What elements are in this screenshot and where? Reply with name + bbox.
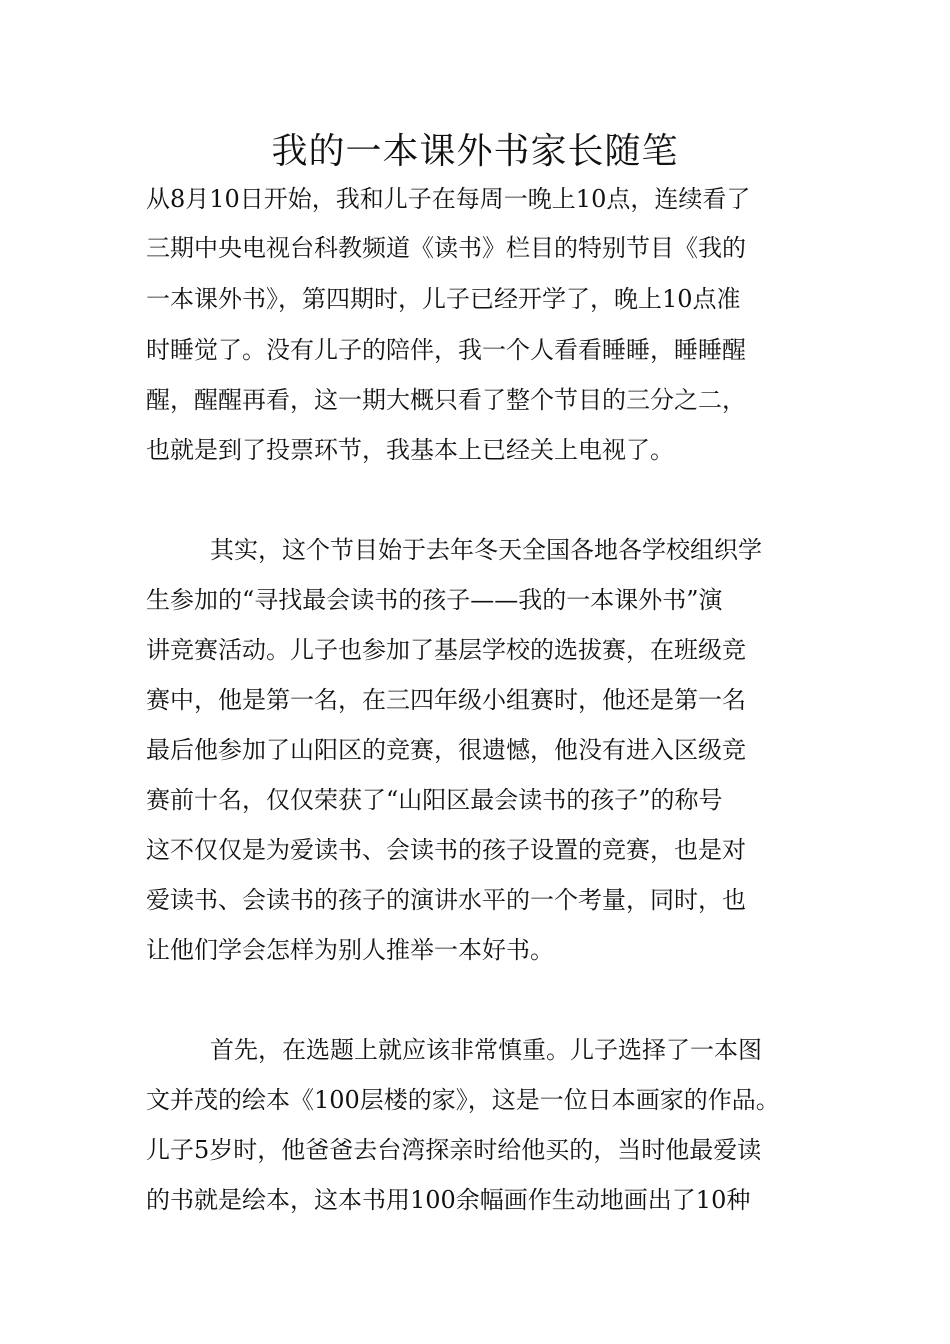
text-line: 首先，在选题上就应该非常慎重。儿子选择了一本图 bbox=[210, 1036, 762, 1064]
text-line: 最后他参加了山阳区的竞赛，很遗憾，他没有进入区级竞 bbox=[146, 736, 746, 764]
text-line: 生参加的“寻找最会读书的孩子——我的一本课外书”演 bbox=[146, 586, 723, 614]
text-line: 爱读书、会读书的孩子的演讲水平的一个考量，同时，也 bbox=[146, 886, 746, 914]
text-line: 三期中央电视台科教频道《读书》栏目的特别节目《我的 bbox=[146, 234, 746, 262]
text-line: 儿子5岁时，他爸爸去台湾探亲时给他买的，当时他最爱读 bbox=[146, 1136, 762, 1164]
text-line: 让他们学会怎样为别人推举一本好书。 bbox=[146, 936, 554, 964]
document-title: 我的一本课外书家长随笔 bbox=[271, 131, 679, 172]
text-line: 赛中，他是第一名，在三四年级小组赛时，他还是第一名 bbox=[146, 686, 746, 714]
text-line: 的书就是绘本，这本书用100余幅画作生动地画出了10种 bbox=[146, 1186, 751, 1214]
text-line: 也就是到了投票环节，我基本上已经关上电视了。 bbox=[146, 436, 674, 464]
text-line: 从8月10日开始，我和儿子在每周一晚上10点，连续看了 bbox=[146, 185, 751, 213]
text-line: 一本课外书》，第四期时，儿子已经开学了，晚上10点准 bbox=[146, 285, 741, 313]
text-line: 其实，这个节目始于去年冬天全国各地各学校组织学 bbox=[210, 536, 762, 564]
text-line: 时睡觉了。没有儿子的陪伴，我一个人看看睡睡，睡睡醒 bbox=[146, 336, 746, 364]
text-line: 讲竞赛活动。儿子也参加了基层学校的选拔赛，在班级竞 bbox=[146, 636, 746, 664]
text-line: 赛前十名，仅仅荣获了“山阳区最会读书的孩子”的称号 bbox=[146, 786, 723, 814]
text-line: 醒，醒醒再看，这一期大概只看了整个节目的三分之二， bbox=[146, 386, 746, 414]
text-line: 文并茂的绘本《100层楼的家》，这是一位日本画家的作品。 bbox=[146, 1086, 780, 1114]
text-line: 这不仅仅是为爱读书、会读书的孩子设置的竞赛，也是对 bbox=[146, 836, 746, 864]
